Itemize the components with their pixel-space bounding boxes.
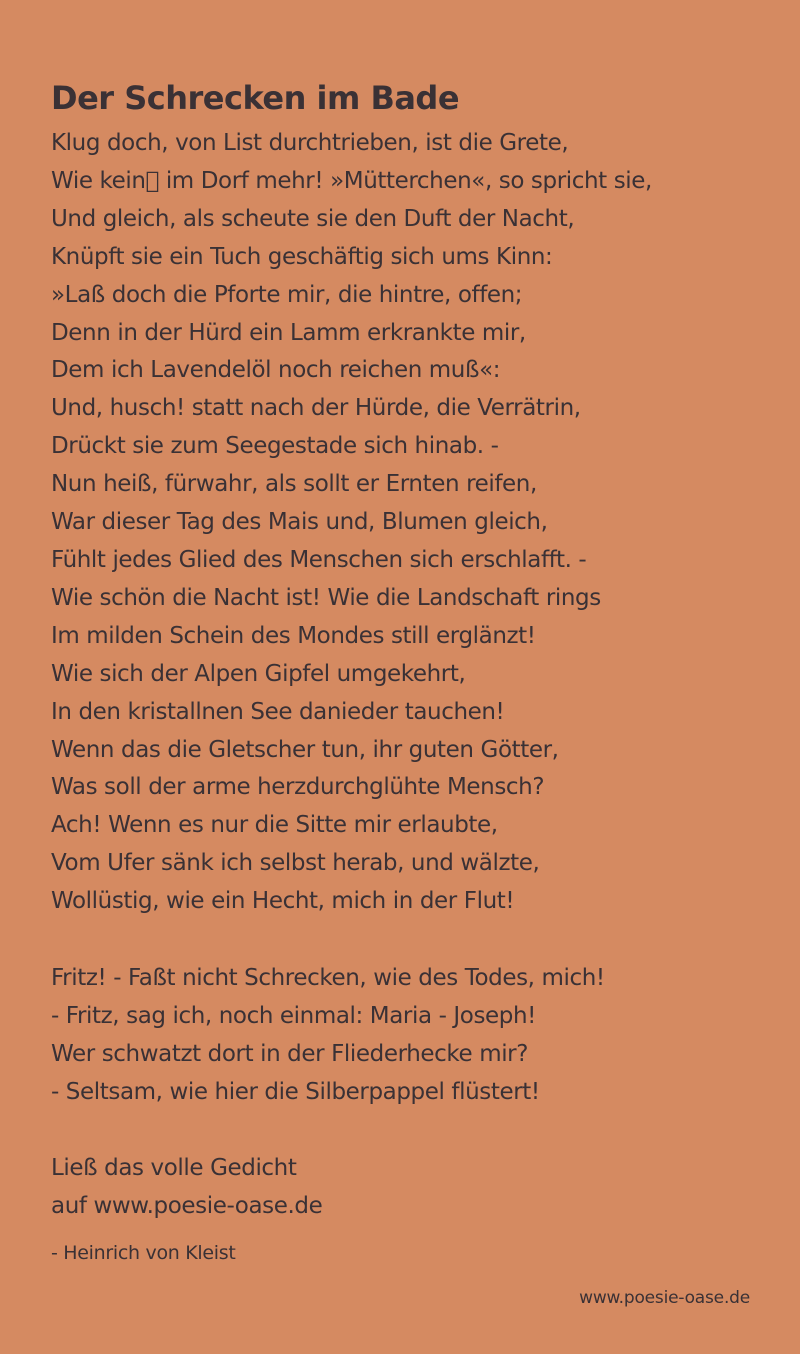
website-watermark: www.poesie-oase.de [579, 1288, 750, 1308]
poem-line: War dieser Tag des Mais und, Blumen gleich, [51, 509, 548, 536]
poem-line: In den kristallnen See danieder tauchen! [51, 698, 505, 725]
full-poem-call-to-action [51, 1150, 322, 1226]
poem-line: Ach! Wenn es nur die Sitte mir erlaubte, [51, 812, 498, 839]
poem-line: Drückt sie zum Seegestade sich hinab. - [51, 433, 499, 460]
poem-line: Im milden Schein des Mondes still erglänzt! [51, 622, 536, 649]
poem-stanza-2 [51, 960, 605, 1112]
poem-line: Wer schwatzt dort in der Fliederhecke mir? [51, 1040, 529, 1067]
poem-line: Wenn das die Gletscher tun, ihr guten Götter, [51, 736, 559, 763]
poem-line: Wie sich der Alpen Gipfel umgekehrt, [51, 660, 466, 687]
poem-line: Was soll der arme herzdurchglühte Mensch? [51, 774, 545, 801]
poem-stanza-1 [51, 125, 652, 921]
poem-title: Der Schrecken im Bade [51, 79, 460, 118]
poem-line: - Seltsam, wie hier die Silberpappel flüstert! [51, 1078, 540, 1105]
poem-line: - Fritz, sag ich, noch einmal: Maria - Joseph! [51, 1002, 536, 1029]
poem-line: Nun heiß, fürwahr, als sollt er Ernten reifen, [51, 471, 537, 498]
poem-line: »Laß doch die Pforte mir, die hintre, offen; [51, 281, 523, 308]
poem-line: Wie schön die Nacht ist! Wie die Landschaft rings [51, 584, 601, 611]
poem-line: Klug doch, von List durchtrieben, ist die Grete, [51, 130, 569, 156]
poem-line: Dem ich Lavendelöl noch reichen muß«: [51, 357, 501, 384]
poem-line: Vom Ufer sänk ich selbst herab, und wälzte, [51, 850, 540, 877]
poem-line: Fritz! - Faßt nicht Schrecken, wie des Todes, mich! [51, 965, 605, 991]
poem-line: Knüpft sie ein Tuch geschäftig sich ums Kinn: [51, 243, 553, 270]
poem-line: Denn in der Hürd ein Lamm erkrankte mir, [51, 319, 526, 346]
poem-author: - Heinrich von Kleist [51, 1242, 236, 1264]
cta-line: Ließ das volle Gedicht [51, 1155, 297, 1181]
poem-line: Und, husch! statt nach der Hürde, die Verrätrin, [51, 395, 581, 422]
poem-line: Wollüstig, wie ein Hecht, mich in der Flut! [51, 888, 515, 915]
poem-line: Wie kein  im Dorf mehr! »Mütterchen«, so spricht sie, [51, 167, 652, 194]
poem-line: Und gleich, als scheute sie den Duft der Nacht, [51, 205, 575, 232]
cta-line: auf www.poesie-oase.de [51, 1192, 323, 1219]
poem-line: Fühlt jedes Glied des Menschen sich erschlafft. - [51, 546, 587, 573]
